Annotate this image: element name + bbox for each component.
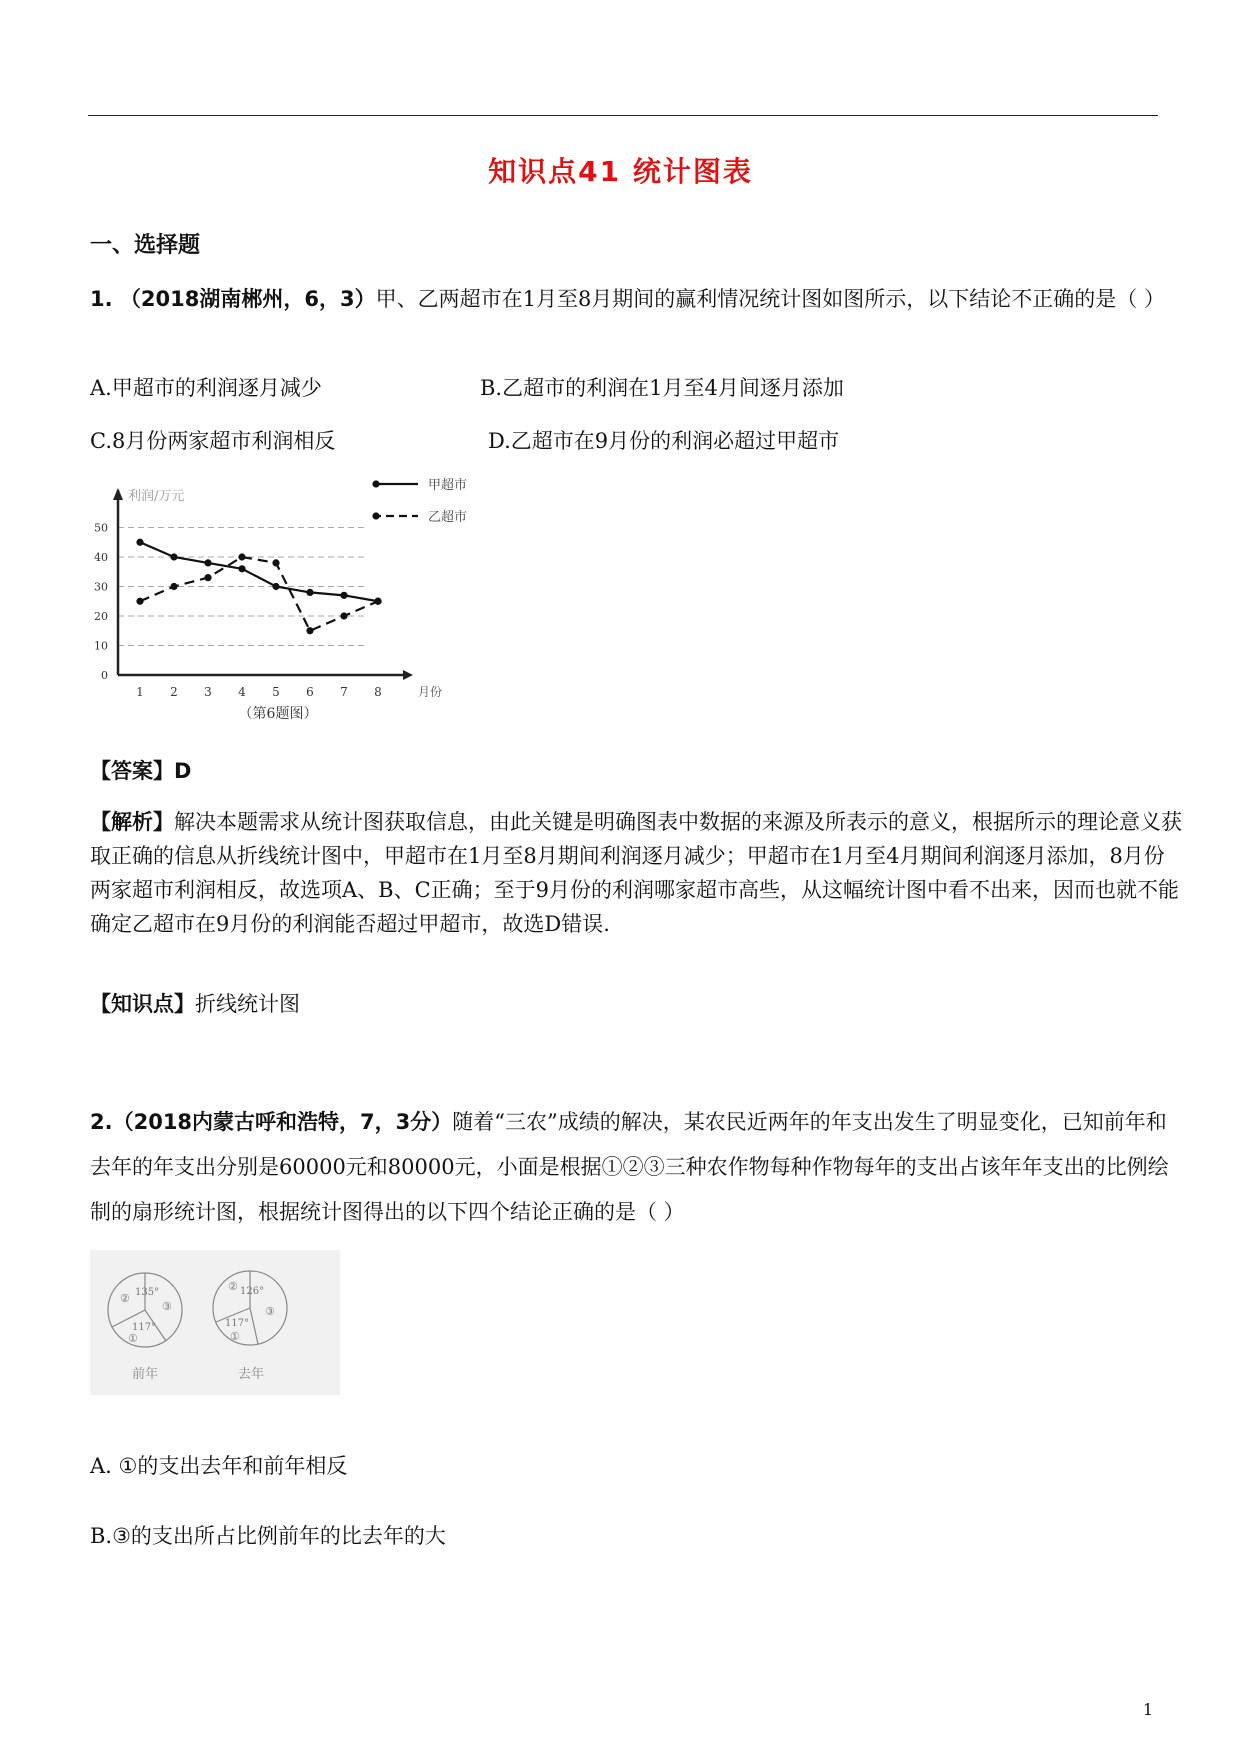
q1-knowledge-text: 折线统计图 — [195, 992, 300, 1016]
x-tick-label: 5 — [272, 685, 280, 699]
y-tick-label: 10 — [94, 639, 108, 653]
q2-stem — [90, 1100, 1185, 1235]
q1-answer-value: D — [174, 759, 192, 783]
legend-label: 乙超市 — [428, 510, 468, 525]
chart-caption: （第6题图） — [238, 706, 318, 722]
data-point — [272, 559, 279, 566]
page-title: 知识点41 统计图表 — [488, 155, 753, 188]
x-tick-label: 7 — [340, 685, 348, 699]
q1-option-d: D.乙超市在9月份的利润必超过甲超市 — [488, 429, 840, 453]
y-tick-label: 0 — [101, 669, 108, 682]
pie-right-angle-2: 117° — [225, 1318, 250, 1329]
pie-left-angle-1: 135° — [135, 1287, 160, 1298]
legend-marker — [372, 480, 379, 487]
q1-answer-label: 【答案】 — [90, 759, 174, 783]
y-axis-title: 利润/万元 — [128, 489, 185, 504]
pie-figure-background — [90, 1250, 340, 1395]
x-tick-label: 8 — [374, 685, 382, 699]
q1-knowledge — [90, 988, 300, 1018]
pie-left-sector-1: ① — [128, 1332, 138, 1345]
y-axis-arrow — [113, 488, 123, 500]
x-tick-label: 6 — [306, 685, 314, 699]
data-point — [238, 565, 245, 572]
pie-left-sector-2: ② — [120, 1292, 130, 1305]
q1-option-a: A.甲超市的利润逐月减少 — [90, 376, 322, 400]
pie-right-sector-1: ① — [230, 1330, 240, 1343]
y-tick-label: 50 — [94, 521, 108, 535]
y-tick-label: 30 — [94, 580, 108, 594]
y-tick-label: 40 — [94, 551, 108, 564]
x-tick-label: 3 — [204, 685, 212, 699]
data-point — [170, 553, 177, 560]
q2-stem-text: 随着“三农”成绩的解决，某农民近两年的年支出发生了明显变化，已知前年和去年的年支出分别是60000元和80000元，小面是根据①②③三种农作物每种作物每年的支出占该年年支出的比例绘制的扇形统计图，根据统计图得出的以下四个结论正确的是（ ） — [90, 1110, 1169, 1224]
pie-right-sector-3: ③ — [265, 1305, 275, 1318]
section-heading: 一、选择题 — [90, 233, 201, 258]
q1-head: 1. （2018湖南郴州，6，3） — [90, 287, 376, 311]
q1-stem-text: 甲、乙两超市在1月至8月期间的赢利情况统计图如图所示，以下结论不正确的是（ ） — [375, 287, 1165, 311]
x-tick-label: 1 — [136, 685, 144, 699]
q2-option-a: A. ①的支出去年和前年相反 — [90, 1454, 348, 1478]
q1-line-chart — [88, 470, 508, 730]
data-point — [136, 598, 143, 605]
page-number: 1 — [1142, 1700, 1153, 1719]
pie-right-label: 去年 — [238, 1367, 265, 1382]
q2-option-b: B.③的支出所占比例前年的比去年的大 — [90, 1524, 446, 1548]
legend-marker — [372, 512, 379, 519]
legend-label: 甲超市 — [428, 478, 468, 493]
data-point — [272, 583, 279, 590]
data-point — [306, 589, 313, 596]
pie-right-angle-1: 126° — [240, 1286, 265, 1297]
pie-left-angle-2: 117° — [132, 1322, 157, 1333]
data-point — [374, 598, 381, 605]
x-axis-title: 月份 — [418, 685, 443, 699]
x-tick-label: 2 — [170, 685, 178, 699]
q1-analysis — [90, 805, 1185, 941]
q1-option-c: C.8月份两家超市利润相反 — [90, 429, 336, 453]
q1-analysis-text: 解决本题需求从统计图获取信息，由此关键是明确图表中数据的来源及所表示的意义，根据所示的理论意义获取正确的信息从折线统计图中，甲超市在1月至8月期间利润逐月减少；甲超市在1月至4月期间利润逐月添加，8月份两家超市利润相反，故选项A、B、C正确；至于9月份的利润哪家超市高些，从这幅统计图中看不出来，因而也就不能确定乙超市在9月份的利润能否超过甲超市，故选D错误. — [90, 810, 1182, 936]
data-point — [204, 559, 211, 566]
q1-option-b: B.乙超市的利润在1月至4月间逐月添加 — [480, 376, 844, 400]
y-tick-label: 20 — [94, 610, 108, 623]
data-point — [340, 592, 347, 599]
pie-right-sector-2: ② — [228, 1280, 238, 1293]
data-point — [238, 553, 245, 560]
data-point — [340, 612, 347, 619]
q1-knowledge-label: 【知识点】 — [90, 992, 195, 1016]
pie-left-label: 前年 — [132, 1367, 159, 1382]
q2-pie-figure — [90, 1250, 340, 1395]
x-axis-arrow — [403, 670, 413, 680]
data-point — [136, 539, 143, 546]
q2-head: 2.（2018内蒙古呼和浩特，7，3分） — [90, 1110, 453, 1134]
x-tick-label: 4 — [238, 685, 246, 699]
data-point — [204, 574, 211, 581]
pie-left-sector-3: ③ — [162, 1300, 172, 1313]
data-point — [170, 583, 177, 590]
header-rule — [88, 115, 1158, 116]
data-point — [306, 627, 313, 634]
q1-analysis-label: 【解析】 — [90, 810, 174, 834]
q1-stem — [90, 282, 1185, 316]
q1-answer — [90, 755, 191, 785]
